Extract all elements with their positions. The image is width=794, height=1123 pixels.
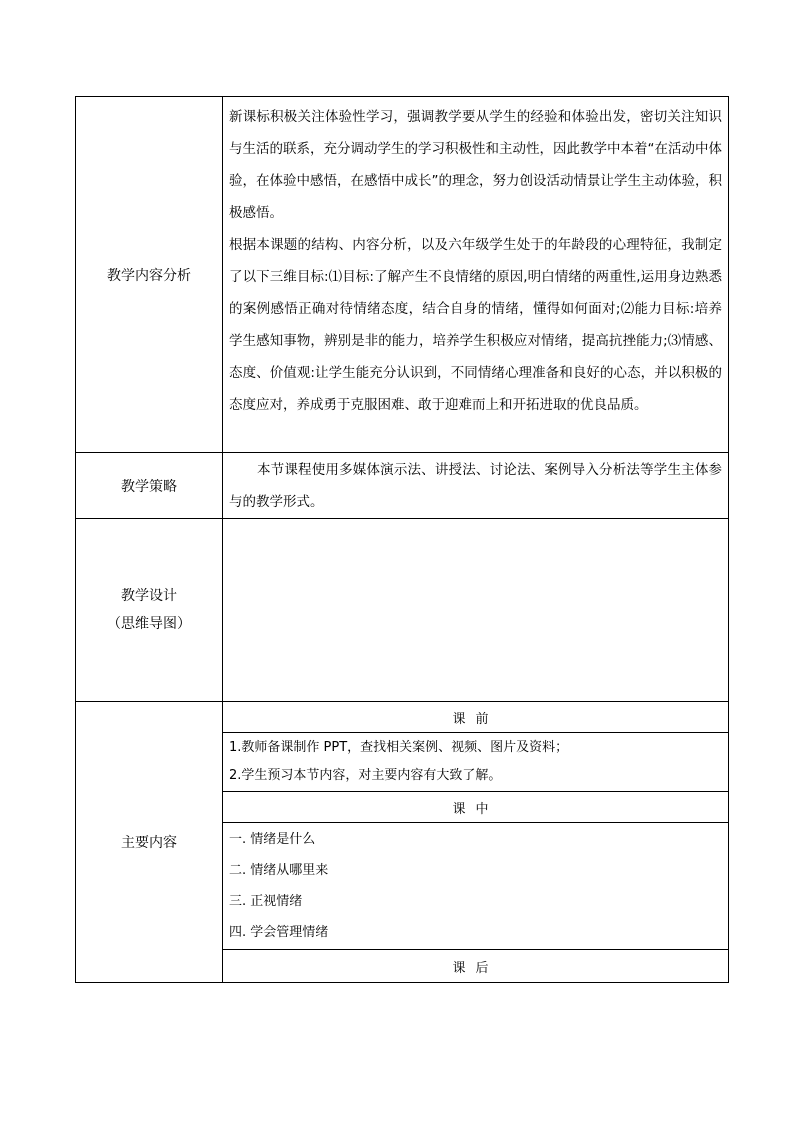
in-class-item-1: 一. 情绪是什么	[229, 832, 316, 847]
main-content-inner-table	[223, 702, 728, 982]
in-class-items	[223, 823, 728, 950]
content-analysis-paragraph-2: 根据本课题的结构、内容分析，以及六年级学生处于的年龄段的心理特征，我制定了以下三维目标:⑴目标:了解产生不良情绪的原因,明白情绪的两重性,运用身边熟悉的案例感悟正确对待情绪态度，结合自身的情绪，懂得如何面对;⑵能力目标:培养学生感知事物，辨别是非的能力，培养学生积极应对情绪，提高抗挫能力;⑶情感、态度、价值观:让学生能充分认识到，不同情绪心理准备和良好的心态，并以积极的态度应对，养成勇于克服困难、敢于迎难而上和开拓进取的优良品质。	[229, 237, 722, 413]
design-label-line-1: 教学设计	[121, 588, 177, 604]
before-class-item-1: 1.教师备课制作 PPT，查找相关案例、视频、图片及资料；	[229, 740, 569, 755]
content-analysis-row	[76, 97, 729, 453]
main-content-body	[223, 702, 729, 983]
before-class-items-row	[223, 733, 728, 792]
mind-map-area	[223, 519, 729, 702]
in-class-title	[223, 792, 728, 823]
in-class-item-2: 二. 情绪从哪里来	[229, 863, 329, 878]
after-class-title-text: 课后	[452, 960, 499, 976]
content-analysis-paragraph-1: 新课标积极关注体验性学习，强调教学要从学生的经验和体验出发，密切关注知识与生活的联系，充分调动学生的学习积极性和主动性，因此教学中本着“在活动中体验，在体验中感悟，在感悟中成长”的理念，努力创设活动情景让学生主动体验，积极感悟。	[229, 109, 722, 221]
main-content-row	[76, 702, 729, 983]
lesson-plan-table	[75, 96, 729, 983]
in-class-items-row	[223, 823, 728, 950]
main-content-label: 主要内容	[76, 702, 223, 983]
before-class-title-text: 课前	[452, 711, 499, 727]
before-class-item-2: 2.学生预习本节内容，对主要内容有大致了解。	[229, 768, 502, 783]
strategy-row	[76, 453, 729, 519]
strategy-text: 本节课程使用多媒体演示法、讲授法、讨论法、案例导入分析法等学生主体参与的教学形式。	[229, 461, 722, 510]
after-class-title	[223, 950, 728, 983]
before-class-items	[223, 733, 728, 792]
in-class-item-4: 四. 学会管理情绪	[229, 925, 329, 940]
after-class-header-row	[223, 950, 728, 983]
strategy-body	[223, 453, 729, 519]
design-row	[76, 519, 729, 702]
in-class-title-text: 课中	[452, 801, 499, 817]
before-class-title	[223, 702, 728, 733]
design-label-line-2: （思维导图）	[107, 616, 191, 632]
in-class-header-row	[223, 792, 728, 823]
content-analysis-label: 教学内容分析	[76, 97, 223, 453]
design-label	[76, 519, 223, 702]
strategy-label: 教学策略	[76, 453, 223, 519]
before-class-header-row	[223, 702, 728, 733]
in-class-item-3: 三. 正视情绪	[229, 894, 303, 909]
content-analysis-body	[223, 97, 729, 453]
